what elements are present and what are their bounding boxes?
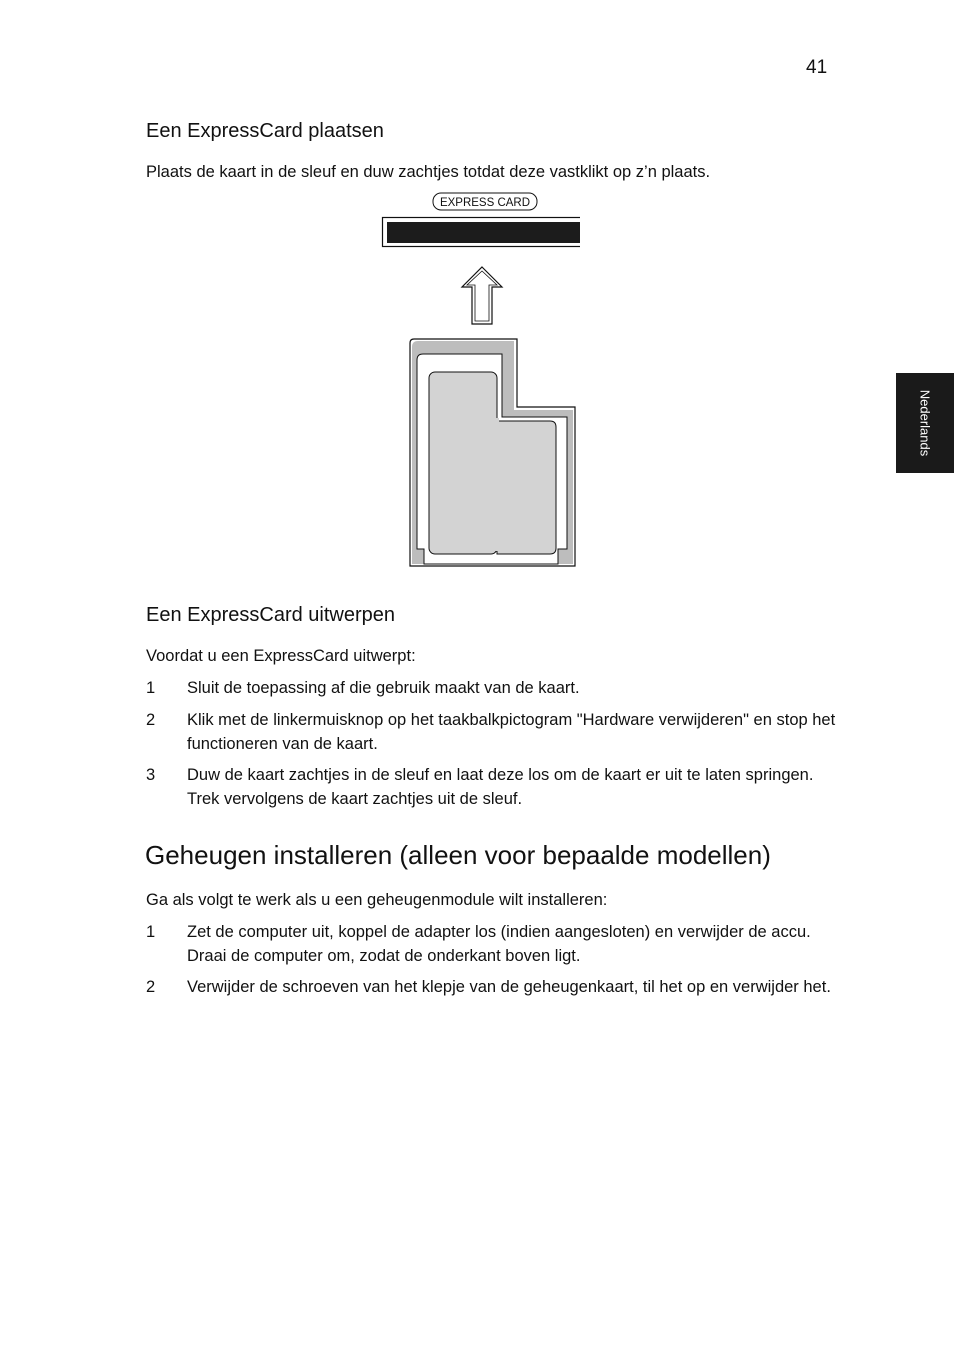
- expresscard-insertion-illustration: [380, 190, 580, 572]
- memory-step-number: 1: [146, 923, 156, 941]
- eject-step-text: Duw de kaart zachtjes in de sleuf en laat deze los om de kaart er uit te laten springen. Trek vervolgens de kaart zachtjes uit de sleuf.: [187, 766, 814, 808]
- section-heading-eject: Een ExpressCard uitwerpen: [146, 604, 396, 626]
- eject-step-number: 1: [146, 679, 156, 697]
- expresscard-slot: [383, 218, 581, 247]
- section-heading-memory: Geheugen installeren (alleen voor bepaalde modellen): [145, 840, 771, 870]
- eject-step-text: Klik met de linkermuisknop op het taakbalkpictogram "Hardware verwijderen" en stop het functioneren van de kaart.: [187, 711, 836, 753]
- language-tab-label: Nederlands: [917, 389, 933, 457]
- expresscard-slot-label: [433, 193, 537, 210]
- insert-instructions: Plaats de kaart in de sleuf en duw zachtjes totdat deze vastklikt op z’n plaats.: [146, 163, 711, 181]
- arrow-up-icon: [462, 267, 502, 324]
- section-heading-insert: Een ExpressCard plaatsen: [146, 120, 384, 142]
- memory-step-number: 2: [146, 978, 156, 996]
- slot-label-text: EXPRESS CARD: [439, 197, 531, 209]
- eject-intro: Voordat u een ExpressCard uitwerpt:: [146, 647, 416, 665]
- memory-intro: Ga als volgt te werk als u een geheugenmodule wilt installeren:: [146, 891, 608, 909]
- eject-step-number: 3: [146, 766, 156, 784]
- expresscard-illustration: [410, 339, 575, 566]
- memory-step-text: Verwijder de schroeven van het klepje van de geheugenkaart, til het op en verwijder het.: [187, 978, 831, 996]
- language-tab: [896, 373, 954, 473]
- page-number: 41: [806, 57, 828, 78]
- memory-step-text: Zet de computer uit, koppel de adapter los (indien aangesloten) en verwijder de accu. Draai de computer om, zodat de onderkant boven ligt.: [187, 923, 811, 965]
- eject-step-number: 2: [146, 711, 156, 729]
- eject-step-text: Sluit de toepassing af die gebruik maakt van de kaart.: [187, 679, 580, 697]
